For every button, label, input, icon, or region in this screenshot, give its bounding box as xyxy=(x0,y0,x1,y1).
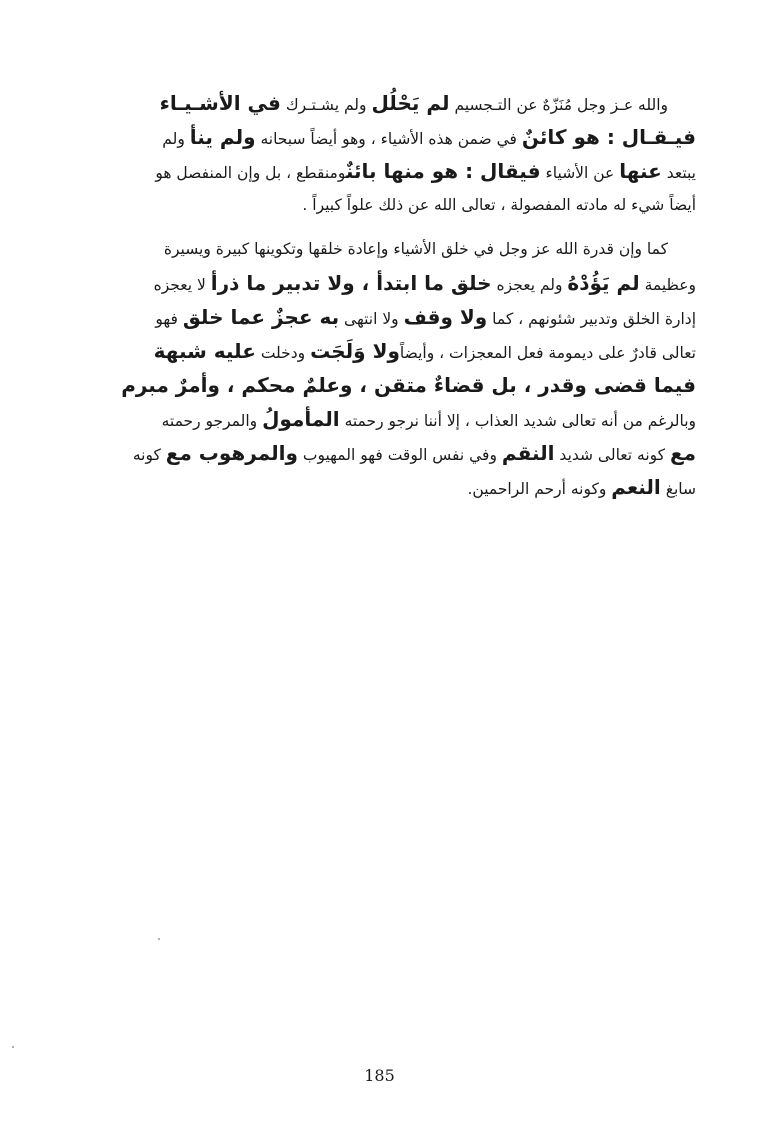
text-line xyxy=(72,154,696,188)
paragraph-2 xyxy=(72,232,696,504)
text-segment: لا يعجزه xyxy=(153,276,211,294)
text-segment: ودخلت xyxy=(255,344,311,362)
text-segment: عن الأشياء xyxy=(540,164,620,182)
text-segment: ومنقطع ، بل وإن المنفصل هو xyxy=(155,164,346,182)
text-line xyxy=(72,334,696,368)
bold-text-segment: النعم xyxy=(611,475,661,499)
text-line xyxy=(72,266,696,300)
bold-text-segment: مع xyxy=(669,441,696,465)
bold-text-segment: به عجزٌ عما خلق xyxy=(182,305,340,329)
text-segment: وبالرغم من أنه تعالى شديد العذاب ، إلا أننا نرجو رحمته xyxy=(339,412,696,430)
text-segment: ولم يشـتـرك xyxy=(280,96,372,114)
text-segment: فهو xyxy=(155,310,183,328)
bold-text-segment: النقم xyxy=(501,441,555,465)
text-segment: وكونه أرحم الراحمين. xyxy=(467,480,612,498)
scan-speck xyxy=(158,938,160,940)
text-segment: ولا انتهى xyxy=(339,310,404,328)
text-segment: في ضمن هذه الأشياء ، وهو أيضاً سبحانه xyxy=(255,130,522,148)
bold-text-segment: عليه شبهة xyxy=(153,339,256,363)
text-segment: وفي نفس الوقت فهو المهيوب xyxy=(297,446,502,464)
bold-text-segment: فيما قضى وقدر ، بل قضاءٌ متقن ، وعلمٌ محكم ، وأمرٌ مبرم xyxy=(121,373,696,397)
text-line xyxy=(72,300,696,334)
bold-text-segment: ولا وَلَجَت xyxy=(310,339,400,363)
bold-text-segment: المأمولُ xyxy=(262,407,340,431)
text-segment: كونه تعالى شديد xyxy=(554,446,670,464)
bold-text-segment: ولم ينأ xyxy=(189,125,256,149)
text-segment: إدارة الخلق وتدبير شئونهم ، كما xyxy=(487,310,696,328)
text-segment: والمرجو رحمته xyxy=(161,412,263,430)
bold-text-segment: فيقال : هو منها بائنٌ xyxy=(345,159,541,183)
text-line xyxy=(72,86,696,120)
scan-speck xyxy=(12,1046,14,1048)
bold-text-segment: لم يَؤُدْهُ xyxy=(567,271,640,295)
text-line xyxy=(72,368,696,402)
page-number: 185 xyxy=(364,1066,395,1085)
text-line xyxy=(72,402,696,436)
text-segment: كما وإن قدرة الله عز وجل في خلق الأشياء وإعادة خلقها وتكوينها كبيرة ويسيرة xyxy=(163,240,668,258)
bold-text-segment: خلق ما ابتدأ ، ولا تدبير ما ذرأ xyxy=(210,271,492,295)
text-segment: تعالى قادرٌ على ديمومة فعل المعجزات ، وأيضاً xyxy=(399,344,696,362)
text-line xyxy=(72,232,696,266)
text-segment: أيضاً شيء له مادته المفصولة ، تعالى الله عن ذلك علواً كبيراً . xyxy=(302,196,696,214)
text-line xyxy=(72,188,696,222)
paragraph-1 xyxy=(72,86,696,222)
text-segment: سابغ xyxy=(660,480,696,498)
text-segment: ولم يعجزه xyxy=(491,276,568,294)
text-line xyxy=(72,436,696,470)
bold-text-segment: والمرهوب مع xyxy=(165,441,298,465)
bold-text-segment: فيـقـال : هو كائنٌ xyxy=(521,125,696,149)
text-line xyxy=(72,120,696,154)
text-segment: والله عـز وجل مُنَزّهٌ عن التـجسيم xyxy=(449,96,668,114)
text-segment: كونه xyxy=(132,446,166,464)
bold-text-segment: في الأشـيـاء xyxy=(159,91,281,115)
bold-text-segment: لم يَحْلُل xyxy=(371,91,450,115)
text-segment: يبتعد xyxy=(661,164,696,182)
bold-text-segment: ولا وقف xyxy=(403,305,488,329)
bold-text-segment: عنها xyxy=(619,159,662,183)
text-segment: وعظيمة xyxy=(639,276,696,294)
text-line xyxy=(72,470,696,504)
text-segment: ولم xyxy=(162,130,190,148)
